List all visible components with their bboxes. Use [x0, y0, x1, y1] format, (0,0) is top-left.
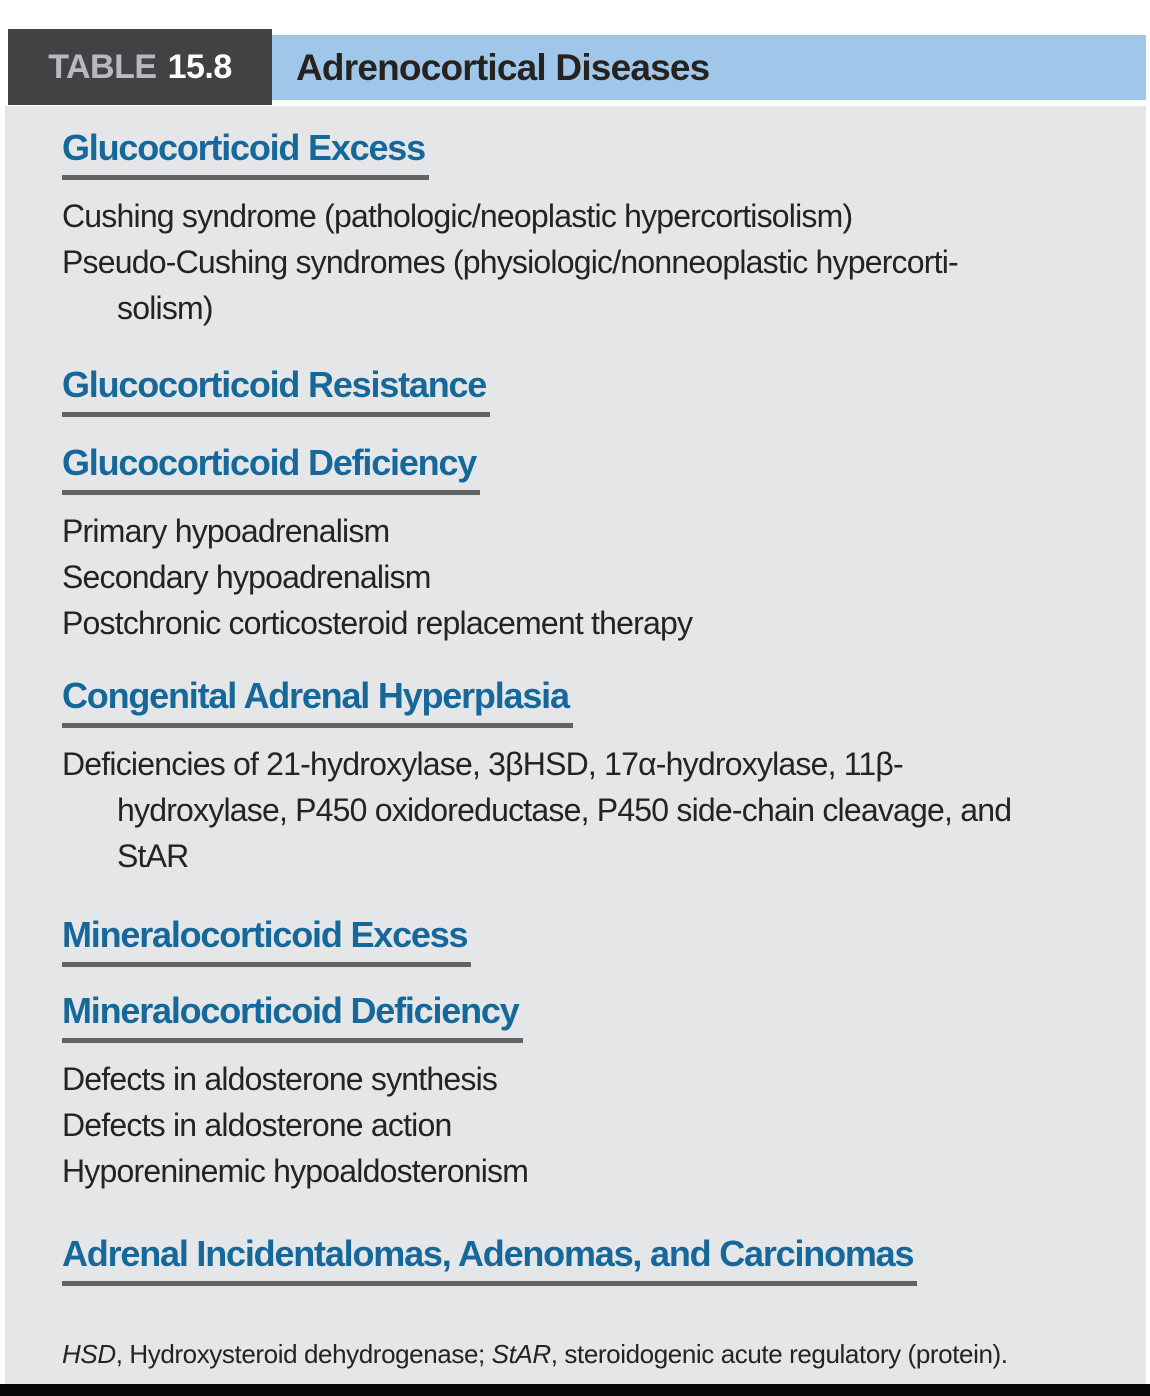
table-row: Defects in aldosterone synthesis: [62, 1061, 498, 1097]
section-mineralocorticoid-deficiency: [62, 991, 1110, 1194]
footnote-abbreviation: StAR: [491, 1339, 551, 1369]
section-heading-glucocorticoid-deficiency: Glucocorticoid Deficiency: [62, 443, 480, 495]
section-heading-mineralocorticoid-excess: Mineralocorticoid Excess: [62, 915, 471, 967]
table-label-box: [8, 29, 272, 105]
table-row: Pseudo-Cushing syndromes (physiologic/nonneoplastic hypercorti-: [62, 244, 958, 280]
section-glucocorticoid-excess: [62, 128, 1110, 331]
section-heading-glucocorticoid-excess: Glucocorticoid Excess: [62, 128, 429, 180]
footnote-segment: , Hydroxysteroid dehydrogenase;: [115, 1339, 492, 1369]
section-lines: [62, 508, 1110, 646]
table-row: Primary hypoadrenalism: [62, 513, 390, 549]
table-row-continuation: hydroxylase, P450 oxidoreductase, P450 side-chain cleavage, and: [117, 792, 1012, 828]
table-row: Defects in aldosterone action: [62, 1107, 452, 1143]
table-row-continuation: solism): [117, 290, 213, 326]
section-heading-glucocorticoid-resistance: Glucocorticoid Resistance: [62, 365, 490, 417]
table-title: Adrenocortical Diseases: [296, 46, 710, 88]
footnote-abbreviation: HSD: [62, 1339, 116, 1369]
table-body: [5, 106, 1146, 1384]
section-lines: [62, 193, 1110, 331]
table-row: Cushing syndrome (pathologic/neoplastic hypercortisolism): [62, 198, 853, 234]
table-footnote: [62, 1338, 1110, 1370]
section-adrenal-incidentalomas: [62, 1234, 1110, 1286]
table-label: TABLE: [48, 47, 157, 86]
section-heading-mineralocorticoid-deficiency: Mineralocorticoid Deficiency: [62, 991, 523, 1043]
table-number: 15.8: [167, 47, 232, 86]
section-heading-adrenal-incidentalomas: Adrenal Incidentalomas, Adenomas, and Carcinomas: [62, 1234, 917, 1286]
section-lines: [62, 741, 1110, 879]
table-row-continuation: StAR: [117, 838, 189, 874]
table-row: Hyporeninemic hypoaldosteronism: [62, 1153, 529, 1189]
table-row: Secondary hypoadrenalism: [62, 559, 431, 595]
page-bottom-rule: [0, 1384, 1150, 1396]
section-glucocorticoid-deficiency: [62, 443, 1110, 646]
table-title-band: [272, 35, 1146, 100]
table-row: Deficiencies of 21-hydroxylase, 3βHSD, 17α-hydroxylase, 11β-: [62, 746, 903, 782]
table-row: Postchronic corticosteroid replacement therapy: [62, 605, 693, 641]
footnote-segment: , steroidogenic acute regulatory (protein).: [550, 1339, 1008, 1369]
section-mineralocorticoid-excess: [62, 915, 1110, 967]
section-glucocorticoid-resistance: [62, 365, 1110, 417]
section-heading-congenital-adrenal-hyperplasia: Congenital Adrenal Hyperplasia: [62, 676, 573, 728]
section-lines: [62, 1056, 1110, 1194]
section-congenital-adrenal-hyperplasia: [62, 676, 1110, 879]
